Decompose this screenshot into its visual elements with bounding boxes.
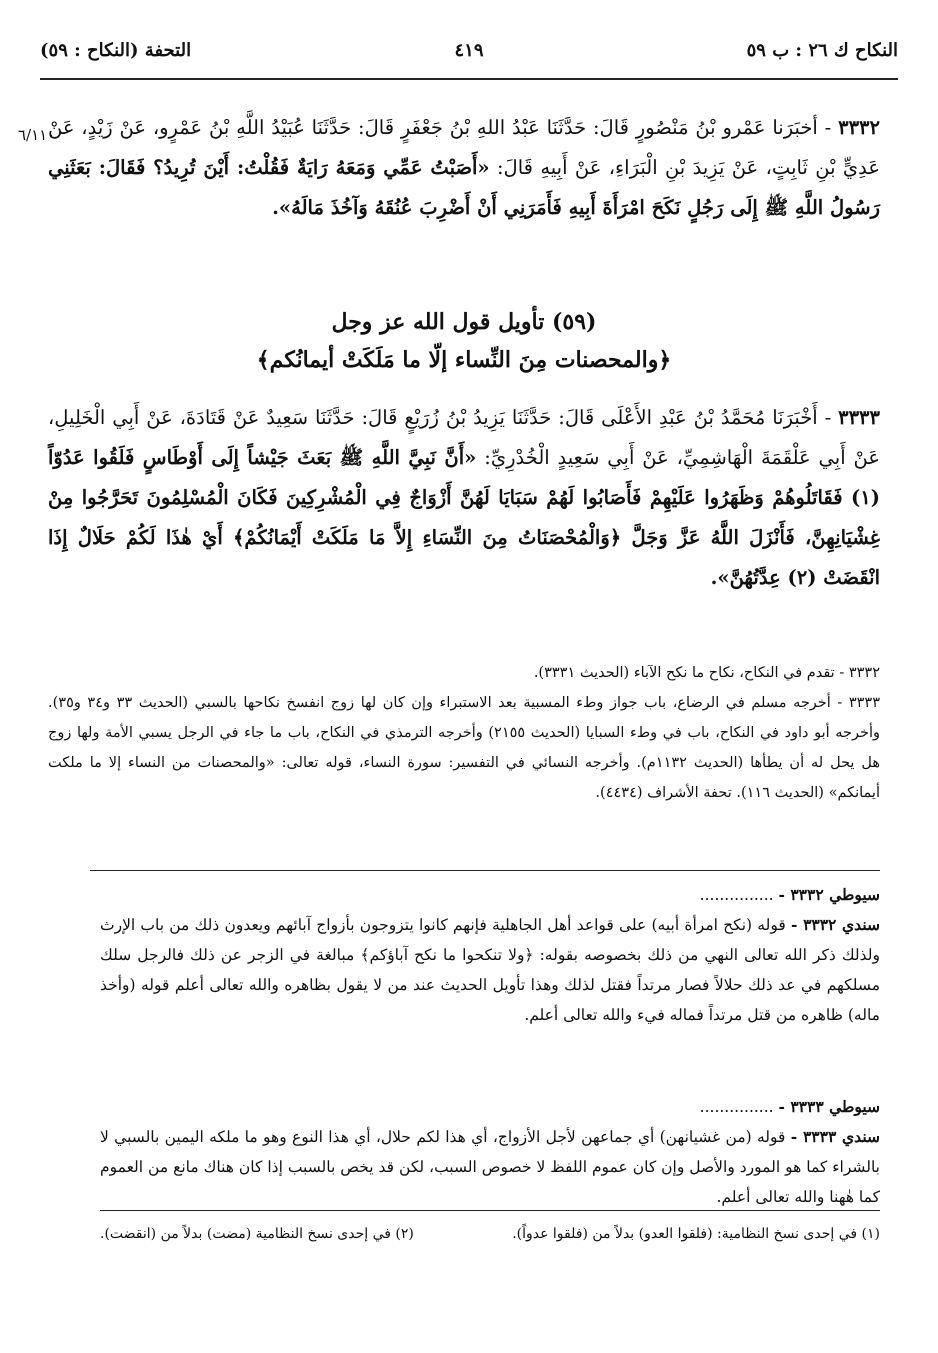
header-chapter-ref: النكاح ك ٢٦ : ب ٥٩ bbox=[746, 40, 898, 61]
sindi-text: قوله (نكح امرأة أبيه) على قواعد أهل الجاهلية فإنهم كانوا يتزوجون بأزواج آبائهم ويعدون ذلك من باب الإرث ولذلك ذكر الله تعالى النهي من ذلك بخصوصه بقوله: ﴿ولا تنكحوا ما نكح آباؤكم﴾ مبالغة في الزجر عن ذلك فالرجل سلك مسلكهم في عد ذلك حلالاً فصار مرتداً فقتل لذلك وهذا تأويل الحديث عند من لا يقول بظاهره والله تعالى أعلم قوله (وأخذ ماله) ظاهره من قتل مرتداً فماله فيء والله تعالى أعلم. bbox=[100, 916, 880, 1024]
reference-item: ٣٣٣٣ - أخرجه مسلم في الرضاع، باب جواز وطء المسبية بعد الاستبراء وإن كان لها زوج انفسخ نكاحها بالسبي (الحديث ٣٣ و٣٤ و٣٥). وأخرجه أبو داود في النكاح، باب في وطء السبايا (الحديث ٢١٥٥) وأخرجه الترمذي في النكاح، باب ما جاء في الرجل يسبي الأمة ولها زوج هل يحل له أن يطأها (الحديث ١١٣٢م). وأخرجه النسائي في التفسير: سورة النساء، قوله تعالى: «والمحصنات من النساء إلا ما ملكت أيمانكم» (الحديث ١١٦). تحفة الأشراف (٤٤٣٤). bbox=[48, 695, 880, 801]
hadith-3332 bbox=[48, 108, 880, 228]
page-header bbox=[40, 34, 898, 74]
sindi-label: سندي ٣٣٣٣ - bbox=[790, 1127, 880, 1146]
suyuti-dots: ............... bbox=[699, 1098, 774, 1116]
footnote-divider bbox=[100, 1210, 880, 1211]
commentary-divider bbox=[90, 870, 880, 871]
chapter-heading bbox=[48, 303, 880, 379]
hadith-matn: «أَصَبْتُ عَمِّي وَمَعَهُ رَايَةٌ فَقُلْتُ: أَيْنَ تُرِيدُ؟ فَقَالَ: بَعَثَنِي رَسُولُ اللَّهِ ﷺ إِلَى رَجُلٍ نَكَحَ امْرَأَةَ أَبِيهِ فَأَمَرَنِي أَنْ أَضْرِبَ عُنُقَهُ وَآخُذَ مَالَهُ». bbox=[48, 156, 880, 219]
hadith-isnad: - أخبَرَنا عَمْرو بْنُ مَنْصُورٍ قَالَ: حَدَّثَنَا عَبْدُ اللهِ بْنُ جَعْفَرٍ قَالَ: حَدَّثَنَا عُبَيْدُ اللَّهِ بْنُ عَمْرٍو، عَنْ زَيْدٍ، عَنْ عَدِيٍّ بْنِ ثَابِتٍ، عَنْ يَزِيدَ بْنِ الْبَرَاءِ، عَنْ أَبِيهِ قَالَ: bbox=[48, 116, 880, 179]
chapter-title: (٥٩) تأويل قول الله عز وجل bbox=[331, 309, 597, 335]
suyuti-dots: ............... bbox=[699, 886, 774, 904]
suyuti-label: سيوطي ٣٣٣٢ - bbox=[778, 885, 880, 904]
chapter-verse: ﴿والمحصنات مِنَ النِّساء إلّا ما مَلَكَتْ أيمانُكم﴾ bbox=[256, 347, 672, 373]
commentary-3333 bbox=[100, 1092, 880, 1212]
hadith-isnad: - أَخْبَرَنَا مُحَمَّدُ بْنُ عَبْدِ الأَعْلَى قَالَ: حَدَّثَنَا يَزِيدُ بْنُ زُرَيْعٍ قَالَ: حَدَّثَنَا سَعِيدٌ عَنْ قَتَادَةَ، عَنْ أَبِي الْخَلِيلِ، عَنْ أَبِي عَلْقَمَةَ الْهَاشِمِيِّ، عَنْ أَبِي سَعِيدٍ الْخُدْرِيِّ: bbox=[48, 406, 880, 469]
page-number: ٤١٩ bbox=[454, 40, 484, 61]
reference-item: ٣٣٣٢ - تقدم في النكاح، نكاح ما نكح الآباء (الحديث ٣٣٣١). bbox=[533, 665, 880, 681]
sindi-label: سندي ٣٣٣٢ - bbox=[790, 915, 880, 934]
hadith-matn: «أَنَّ نَبِيَّ اللَّهِ ﷺ بَعَثَ جَيْشاً إِلَى أَوْطَاسٍ فَلَقُوا عَدُوّاً (١) فَقَاتَلُوهُمْ وَظَهَرُوا عَلَيْهِمْ فَأَصَابُوا لَهُمْ سَبَايَا لَهُنَّ أَزْوَاجٌ فِي الْمُشْرِكِينَ فَكَانَ الْمُسْلِمُونَ تَحَرَّجُوا مِنْ غِشْيَانِهِنَّ، فَأَنْزَلَ اللَّهُ عَزَّ وَجَلَّ ﴿وَالْمُحْصَنَاتُ مِنَ النِّسَاءِ إِلاَّ مَا مَلَكَتْ أَيْمَانُكُمْ﴾ أَيْ هٰذَا لَكُمْ حَلَالٌ إِذَا انْقَضَتْ (٢) عِدَّتُهُنَّ». bbox=[48, 446, 880, 589]
header-tuhfa-ref: التحفة (النكاح : ٥٩) bbox=[40, 40, 192, 61]
suyuti-label: سيوطي ٣٣٣٣ - bbox=[778, 1097, 880, 1116]
footnote-2: (٢) في إحدى نسخ النظامية (مضت) بدلاً من (انقضت). bbox=[100, 1226, 414, 1242]
hadith-number: ٣٣٣٣ bbox=[838, 406, 880, 429]
margin-reference: ٦/١١٠ bbox=[18, 126, 56, 144]
footnote-1: (١) في إحدى نسخ النظامية: (فلقوا العدو) بدلاً من (فلقوا عدواً). bbox=[512, 1226, 880, 1242]
sindi-text: قوله (من غشيانهن) أي جماعهن لأجل الأزواج، أي هذا لكم حلال، أي هذا النوع وهو ما ملكه اليمين بالسبي لا بالشراء كما هو المورد والأصل وإن كان عموم اللفظ لا خصوص السبب، لكن قد يخص بالسبب إذا كان هناك مانع من العموم كما هٰهنا والله تعالى أعلم. bbox=[100, 1128, 880, 1206]
hadith-3333 bbox=[48, 398, 880, 598]
takhrij-references bbox=[48, 658, 880, 808]
hadith-number: ٣٣٣٢ bbox=[838, 116, 881, 139]
header-divider bbox=[40, 78, 898, 80]
commentary-3332 bbox=[100, 880, 880, 1030]
